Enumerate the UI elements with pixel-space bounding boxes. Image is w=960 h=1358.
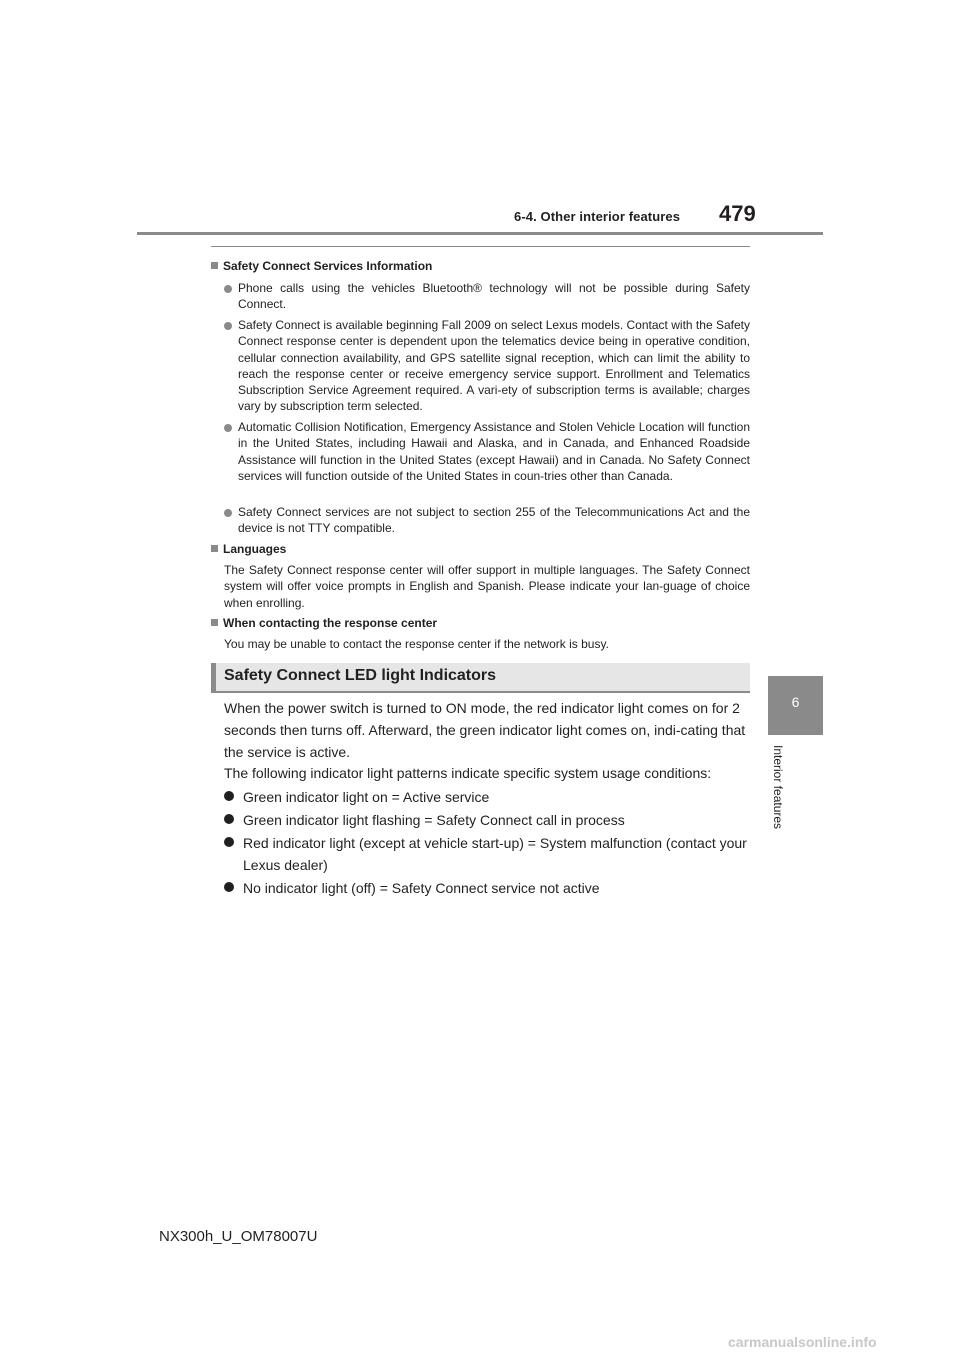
info-item [224, 504, 750, 537]
contacting-text: You may be unable to contact the response center if the network is busy. [224, 637, 609, 651]
led-bullet [224, 832, 750, 876]
circle-bullet-icon [224, 791, 234, 801]
led-bullet-text: Red indicator light (except at vehicle start-up) = System malfunction (contact your Lexus dealer) [243, 835, 747, 874]
chapter-side-label [771, 745, 787, 855]
info-heading-text: Safety Connect Services Information [223, 259, 433, 273]
led-bullet [224, 786, 750, 808]
languages-heading [211, 542, 286, 556]
circle-bullet-icon [224, 424, 232, 432]
square-bullet-icon [211, 262, 218, 269]
languages-text: The Safety Connect response center will offer support in multiple languages. The Safety Connect system will offer voice prompts in English and Spanish. Please indicate your lan-guage of choice when enrolling. [224, 563, 750, 610]
info-item [224, 280, 750, 313]
circle-bullet-icon [224, 882, 234, 892]
circle-bullet-icon [224, 285, 232, 293]
led-bullet-text: No indicator light (off) = Safety Connect service not active [243, 880, 600, 896]
contacting-heading-text: When contacting the response center [223, 616, 438, 630]
page-number: 479 [719, 201, 756, 226]
square-bullet-icon [211, 545, 218, 552]
led-bullet-text: Green indicator light on = Active service [243, 789, 490, 805]
info-item [224, 419, 750, 484]
content-top-rule [211, 246, 750, 247]
circle-bullet-icon [224, 814, 234, 824]
square-bullet-icon [211, 619, 218, 626]
led-bullet-text: Green indicator light flashing = Safety Connect call in process [243, 812, 625, 828]
contacting-heading [211, 616, 437, 630]
info-item-text: Automatic Collision Notification, Emergency Assistance and Stolen Vehicle Location will function in the United States, including Hawaii and Alaska, and in Canada, and Enhanced Roadside Assistance will function in the United States (except Hawaii) and in Canada. No Safety Connect services will function outside of the United States in coun-tries other than Canada. [238, 420, 750, 483]
led-bullet [224, 877, 750, 899]
info-item [224, 317, 750, 415]
header-rule [137, 232, 823, 235]
chapter-number: 6 [791, 694, 800, 710]
led-intro: When the power switch is turned to ON mode, the red indicator light comes on for 2 seconds then turns off. Afterward, the green indicator light comes on, indi-cating that the service is active. [224, 700, 746, 761]
info-item-text: Safety Connect is available beginning Fall 2009 on select Lexus models. Contact with the Safety Connect response center is dependent upon the telematics device being in operative condition, cellular connection availability, and GPS satellite signal reception, which can limit the ability to reach the response center or receive emergency service support. Enrollment and Telematics Subscription Service Agreement required. A vari-ety of subscription terms is available; charges vary by subscription term selected. [238, 318, 750, 414]
title-bar-accent [211, 663, 216, 693]
chapter-tab [768, 676, 823, 735]
led-bullet [224, 809, 750, 831]
section-title: 6-4. Other interior features [514, 209, 681, 224]
languages-heading-text: Languages [223, 542, 287, 556]
led-lead: The following indicator light patterns indicate specific system usage conditions: [224, 765, 712, 781]
info-item-text: Phone calls using the vehicles Bluetooth® technology will not be possible during Safety Connect. [238, 281, 750, 312]
circle-bullet-icon [224, 509, 232, 517]
manual-code: NX300h_U_OM78007U [159, 1228, 318, 1245]
watermark-site: carmanualsonline.info [728, 1334, 877, 1350]
chapter-label-text: Interior features [771, 745, 785, 830]
led-section-title: Safety Connect LED light Indicators [224, 667, 497, 684]
circle-bullet-icon [224, 322, 232, 330]
circle-bullet-icon [224, 837, 234, 847]
section-title-bar [211, 663, 750, 693]
info-heading [211, 259, 432, 273]
info-item-text: Safety Connect services are not subject to section 255 of the Telecommunications Act and the device is not TTY compatible. [238, 505, 750, 536]
